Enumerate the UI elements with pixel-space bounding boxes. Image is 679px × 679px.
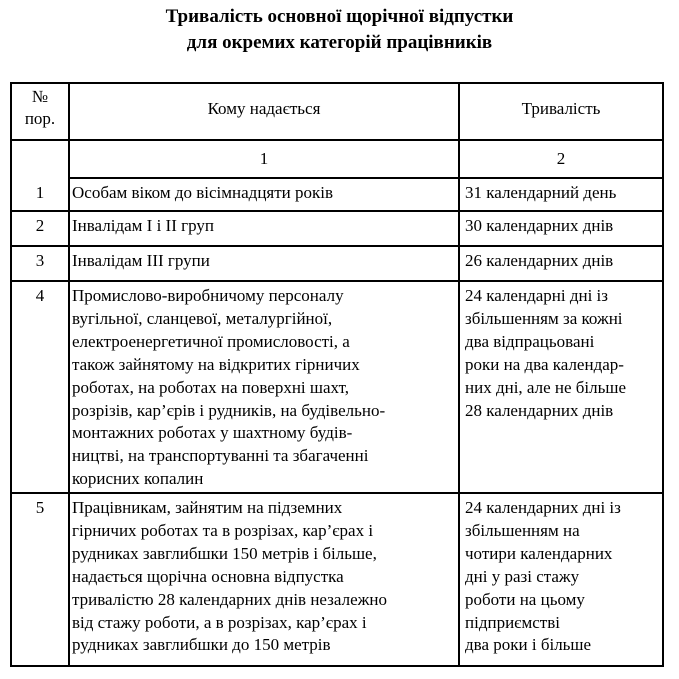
- row-duration-line: 24 календарні дні із: [465, 286, 608, 305]
- row-duration-line: збільшенням на: [465, 520, 580, 540]
- row-recipient-line: рудниках завглибшки 150 метрів і більше,: [72, 543, 377, 563]
- row-recipient-line: гірничих роботах та в розрізах, кар’єрах і: [72, 520, 374, 540]
- row-recipient-line: рудниках завглибшки до 150 метрів: [72, 635, 331, 655]
- row-duration: [465, 250, 662, 273]
- row-recipient-line: електроенергетичної промисловості, а: [72, 331, 350, 351]
- row-duration-line: 24 календарних дні із: [465, 498, 621, 517]
- row-duration: [465, 285, 662, 422]
- table-border: [10, 82, 12, 667]
- row-duration-line: 31 календарний день: [465, 183, 617, 202]
- row-recipient-line: також зайнятому на відкритих гірничих: [72, 354, 360, 374]
- header-col1: 1: [259, 149, 269, 168]
- table-border: [10, 665, 664, 667]
- header-duration: Тривалість: [521, 99, 601, 118]
- header-who: Кому надається: [207, 99, 321, 118]
- row-recipient-line: монтажних роботах у шахтному будів-: [72, 423, 353, 443]
- row-duration: [465, 182, 662, 205]
- table-border: [10, 245, 664, 247]
- row-recipient-line: розрізів, кар’єрів і рудників, на будівельно-: [72, 400, 386, 420]
- row-recipient-line: від стажу роботи, а в розрізах, кар’єрах і: [72, 612, 367, 632]
- row-recipient-line: Працівникам, зайнятим на підземних: [72, 498, 343, 517]
- row-recipient-line: надається щорічна основна відпустка: [72, 566, 344, 586]
- table-border: [10, 280, 664, 282]
- table-border: [10, 492, 664, 494]
- row-duration-line: підприємстві: [465, 612, 560, 632]
- header-number: [12, 86, 68, 130]
- row-duration-line: збільшенням за кожні: [465, 308, 623, 328]
- table-border: [10, 139, 664, 141]
- table-border: [662, 82, 664, 667]
- row-recipient-line: вугільної, сланцевої, металургійної,: [72, 308, 333, 328]
- title-line: для окремих категорій працівників: [186, 32, 493, 53]
- row-recipient-line: Особам віком до вісімнадцяти років: [72, 183, 334, 202]
- row-recipient-line: корисних копалин: [72, 469, 204, 489]
- row-recipient: [72, 250, 458, 273]
- row-number: 2: [35, 216, 45, 235]
- row-duration-line: чотири календарних: [465, 543, 613, 563]
- row-duration-line: 28 календарних днів: [465, 400, 614, 420]
- row-duration-line: 26 календарних днів: [465, 251, 614, 270]
- row-duration-line: два роки і більше: [465, 635, 592, 655]
- title-line: Тривалість основної щорічної відпустки: [165, 6, 514, 27]
- row-duration-line: два відпрацьовані: [465, 331, 595, 351]
- row-number: 1: [35, 183, 45, 202]
- row-duration-line: дні у разі стажу: [465, 566, 580, 586]
- row-recipient-line: Промислово-виробничому персоналу: [72, 286, 344, 305]
- header-number-line: №: [31, 87, 49, 106]
- table-border: [10, 210, 664, 212]
- row-duration-line: них дні, але не більше: [465, 377, 627, 397]
- row-recipient: [72, 497, 458, 657]
- row-recipient: [72, 285, 458, 491]
- document-title: [0, 4, 679, 56]
- row-recipient-line: ництві, на транспортуванні та збагаченні: [72, 446, 369, 466]
- row-duration: [465, 497, 662, 657]
- row-duration-line: 30 календарних днів: [465, 216, 614, 235]
- row-duration: [465, 215, 662, 238]
- row-recipient-line: Інвалідам ІІІ групи: [72, 251, 210, 270]
- row-number: 5: [35, 498, 45, 517]
- row-duration-line: роботи на цьому: [465, 589, 585, 609]
- row-number: 3: [35, 251, 45, 270]
- table-border: [68, 177, 664, 179]
- row-recipient-line: роботах, на роботах на поверхні шахт,: [72, 377, 350, 397]
- table-border: [10, 82, 664, 84]
- row-recipient: [72, 182, 458, 205]
- header-number-line: пор.: [24, 109, 56, 128]
- row-recipient-line: тривалістю 28 календарних днів незалежно: [72, 589, 387, 609]
- row-recipient: [72, 215, 458, 238]
- row-number: 4: [35, 286, 45, 305]
- row-duration-line: роки на два календар-: [465, 354, 624, 374]
- row-recipient-line: Інвалідам І і ІІ груп: [72, 216, 214, 235]
- header-col2: 2: [556, 149, 566, 168]
